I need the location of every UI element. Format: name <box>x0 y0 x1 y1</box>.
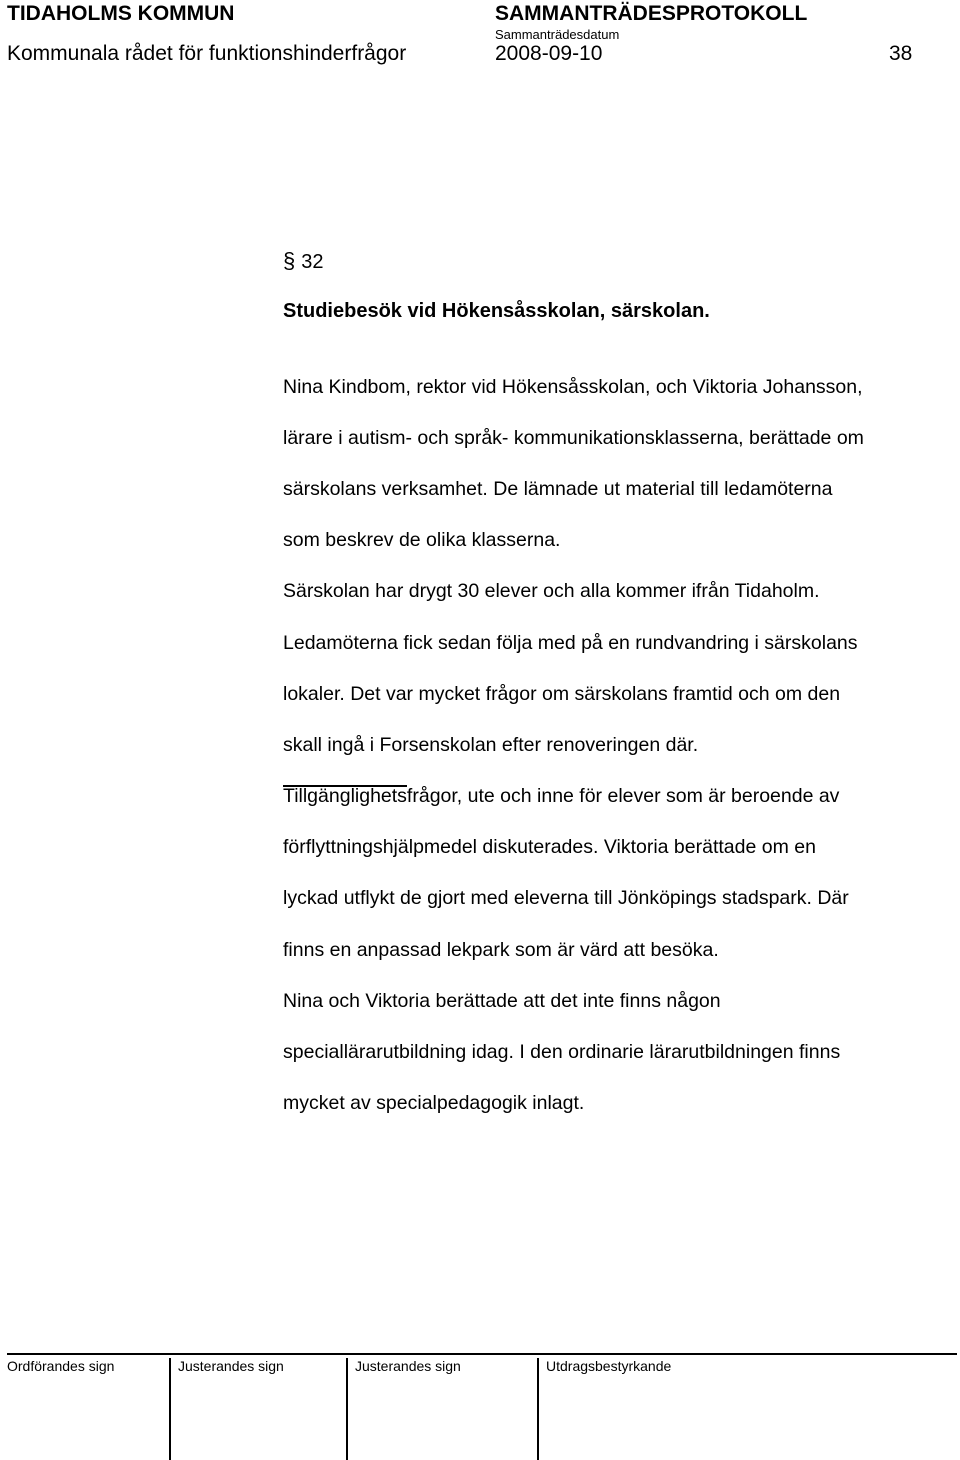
body-line: förflyttningshjälpmedel diskuterades. Viktoria berättade om en <box>283 836 816 859</box>
section-number <box>283 248 324 274</box>
body-line: lärare i autism- och språk- kommunikationsklasserna, berättade om <box>283 426 864 449</box>
body-line: Särskolan har drygt 30 elever och alla kommer ifrån Tidaholm. <box>283 580 820 603</box>
body-line: mycket av specialpedagogik inlagt. <box>283 1092 585 1115</box>
adjuster-signature-label-2: Justerandes sign <box>355 1358 461 1374</box>
body-line: lokaler. Det var mycket frågor om särskolans framtid och om den <box>283 682 841 705</box>
body-line: som beskrev de olika klasserna. <box>283 529 561 552</box>
footer-rule <box>7 1353 957 1355</box>
body-line: lyckad utflykt de gjort med eleverna till Jönköpings stadspark. Där <box>283 887 849 910</box>
adjuster-signature-label-1: Justerandes sign <box>178 1358 284 1374</box>
signature-divider <box>169 1358 171 1460</box>
paragraph-symbol: § <box>283 248 296 273</box>
body-line: Nina och Viktoria berättade att det inte finns någon <box>283 989 721 1012</box>
body-line: Nina Kindbom, rektor vid Hökensåsskolan, och Viktoria Johansson, <box>283 375 863 398</box>
section-number-value: 32 <box>301 251 324 273</box>
committee-name: Kommunala rådet för funktionshinderfrågor <box>7 42 407 65</box>
body-line: Tillgänglighetsfrågor, ute och inne för elever som är beroende av <box>283 785 840 808</box>
body-line: finns en anpassad lekpark som är värd att besöka. <box>283 938 719 961</box>
signature-divider <box>346 1358 348 1460</box>
date-label: Sammanträdesdatum <box>495 27 620 42</box>
chair-signature-label: Ordförandes sign <box>7 1358 115 1374</box>
body-line: Ledamöterna fick sedan följa med på en rundvandring i särskolans <box>283 631 858 654</box>
body-line: speciallärarutbildning idag. I den ordinarie lärarutbildningen finns <box>283 1041 841 1064</box>
section-end-rule <box>283 785 407 787</box>
body-line: särskolans verksamhet. De lämnade ut material till ledamöterna <box>283 477 833 500</box>
section-body <box>283 349 953 1142</box>
section-title: Studiebesök vid Hökensåsskolan, särskolan. <box>283 300 710 322</box>
document-type: SAMMANTRÄDESPROTOKOLL <box>495 2 808 25</box>
page-number: 38 <box>889 42 913 65</box>
organization-name: TIDAHOLMS KOMMUN <box>7 2 235 25</box>
signature-divider <box>537 1358 539 1460</box>
meeting-date: 2008-09-10 <box>495 42 603 65</box>
body-line: skall ingå i Forsenskolan efter renoveringen där. <box>283 733 699 756</box>
extract-certification-label: Utdragsbestyrkande <box>546 1358 672 1374</box>
